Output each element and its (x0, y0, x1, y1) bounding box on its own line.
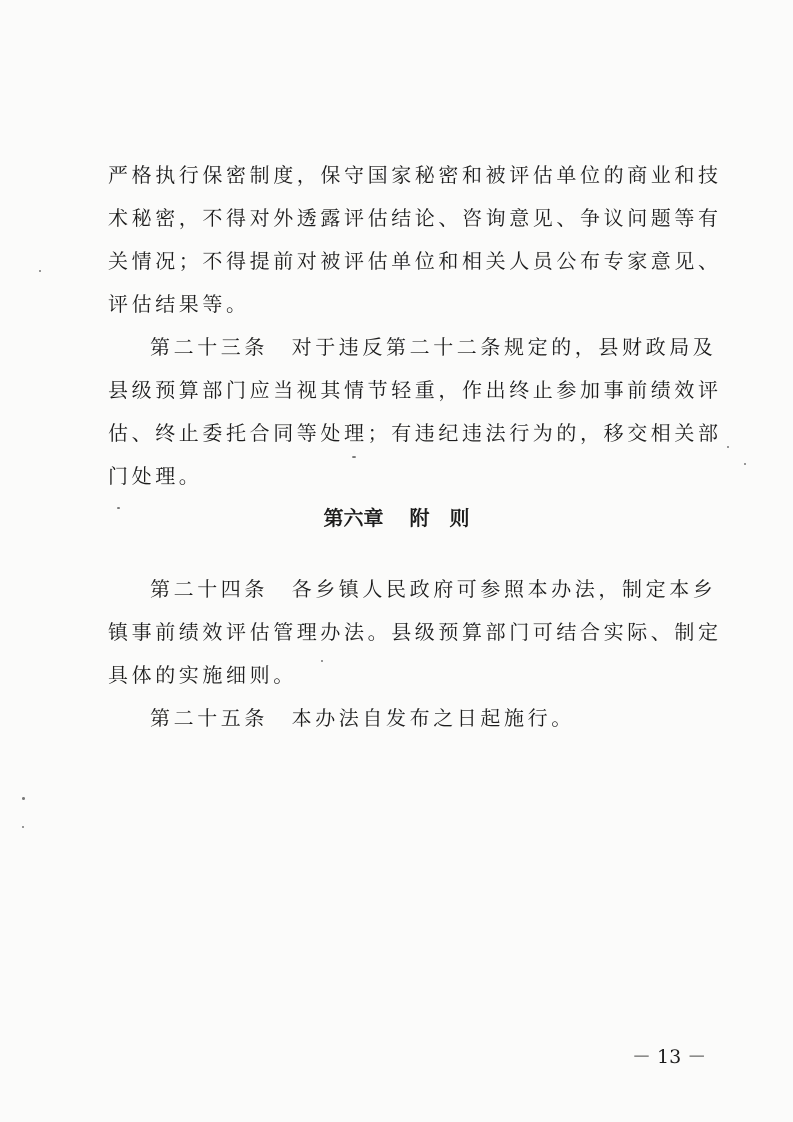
scan-speck (727, 446, 729, 448)
chapter-title: 附 则 (409, 506, 470, 530)
scan-speck (352, 456, 356, 458)
article-24-line: 具体的实施细则。 (108, 663, 297, 687)
article-25-line: 第二十五条 本办法自发布之日起施行。 (150, 706, 575, 730)
scan-speck (22, 797, 25, 800)
chapter-number: 第六章 (323, 506, 384, 530)
paragraph-line: 严格执行保密制度，保守国家秘密和被评估单位的商业和技 (108, 163, 722, 187)
article-23-line: 第二十三条 对于违反第二十二条规定的，县财政局及 (150, 335, 717, 359)
scan-speck (39, 270, 41, 272)
scan-speck (22, 826, 24, 828)
article-24-line: 第二十四条 各乡镇人民政府可参照本办法，制定本乡 (150, 577, 717, 601)
paragraph-line: 关情况；不得提前对被评估单位和相关人员公布专家意见、 (108, 249, 722, 273)
article-23-line: 估、终止委托合同等处理；有违纪违法行为的，移交相关部 (108, 421, 722, 445)
article-24-line: 镇事前绩效评估管理办法。县级预算部门可结合实际、制定 (108, 620, 722, 644)
paragraph-line: 评估结果等。 (108, 292, 250, 316)
chapter-heading (0, 506, 793, 530)
scan-speck (744, 463, 746, 465)
page-number: － 13 － (632, 1046, 707, 1068)
scan-speck (321, 660, 323, 662)
article-23-line: 门处理。 (108, 464, 203, 488)
scan-speck (117, 507, 120, 509)
paragraph-line: 术秘密，不得对外透露评估结论、咨询意见、争议问题等有 (108, 206, 722, 230)
article-23-line: 县级预算部门应当视其情节轻重，作出终止参加事前绩效评 (108, 378, 722, 402)
